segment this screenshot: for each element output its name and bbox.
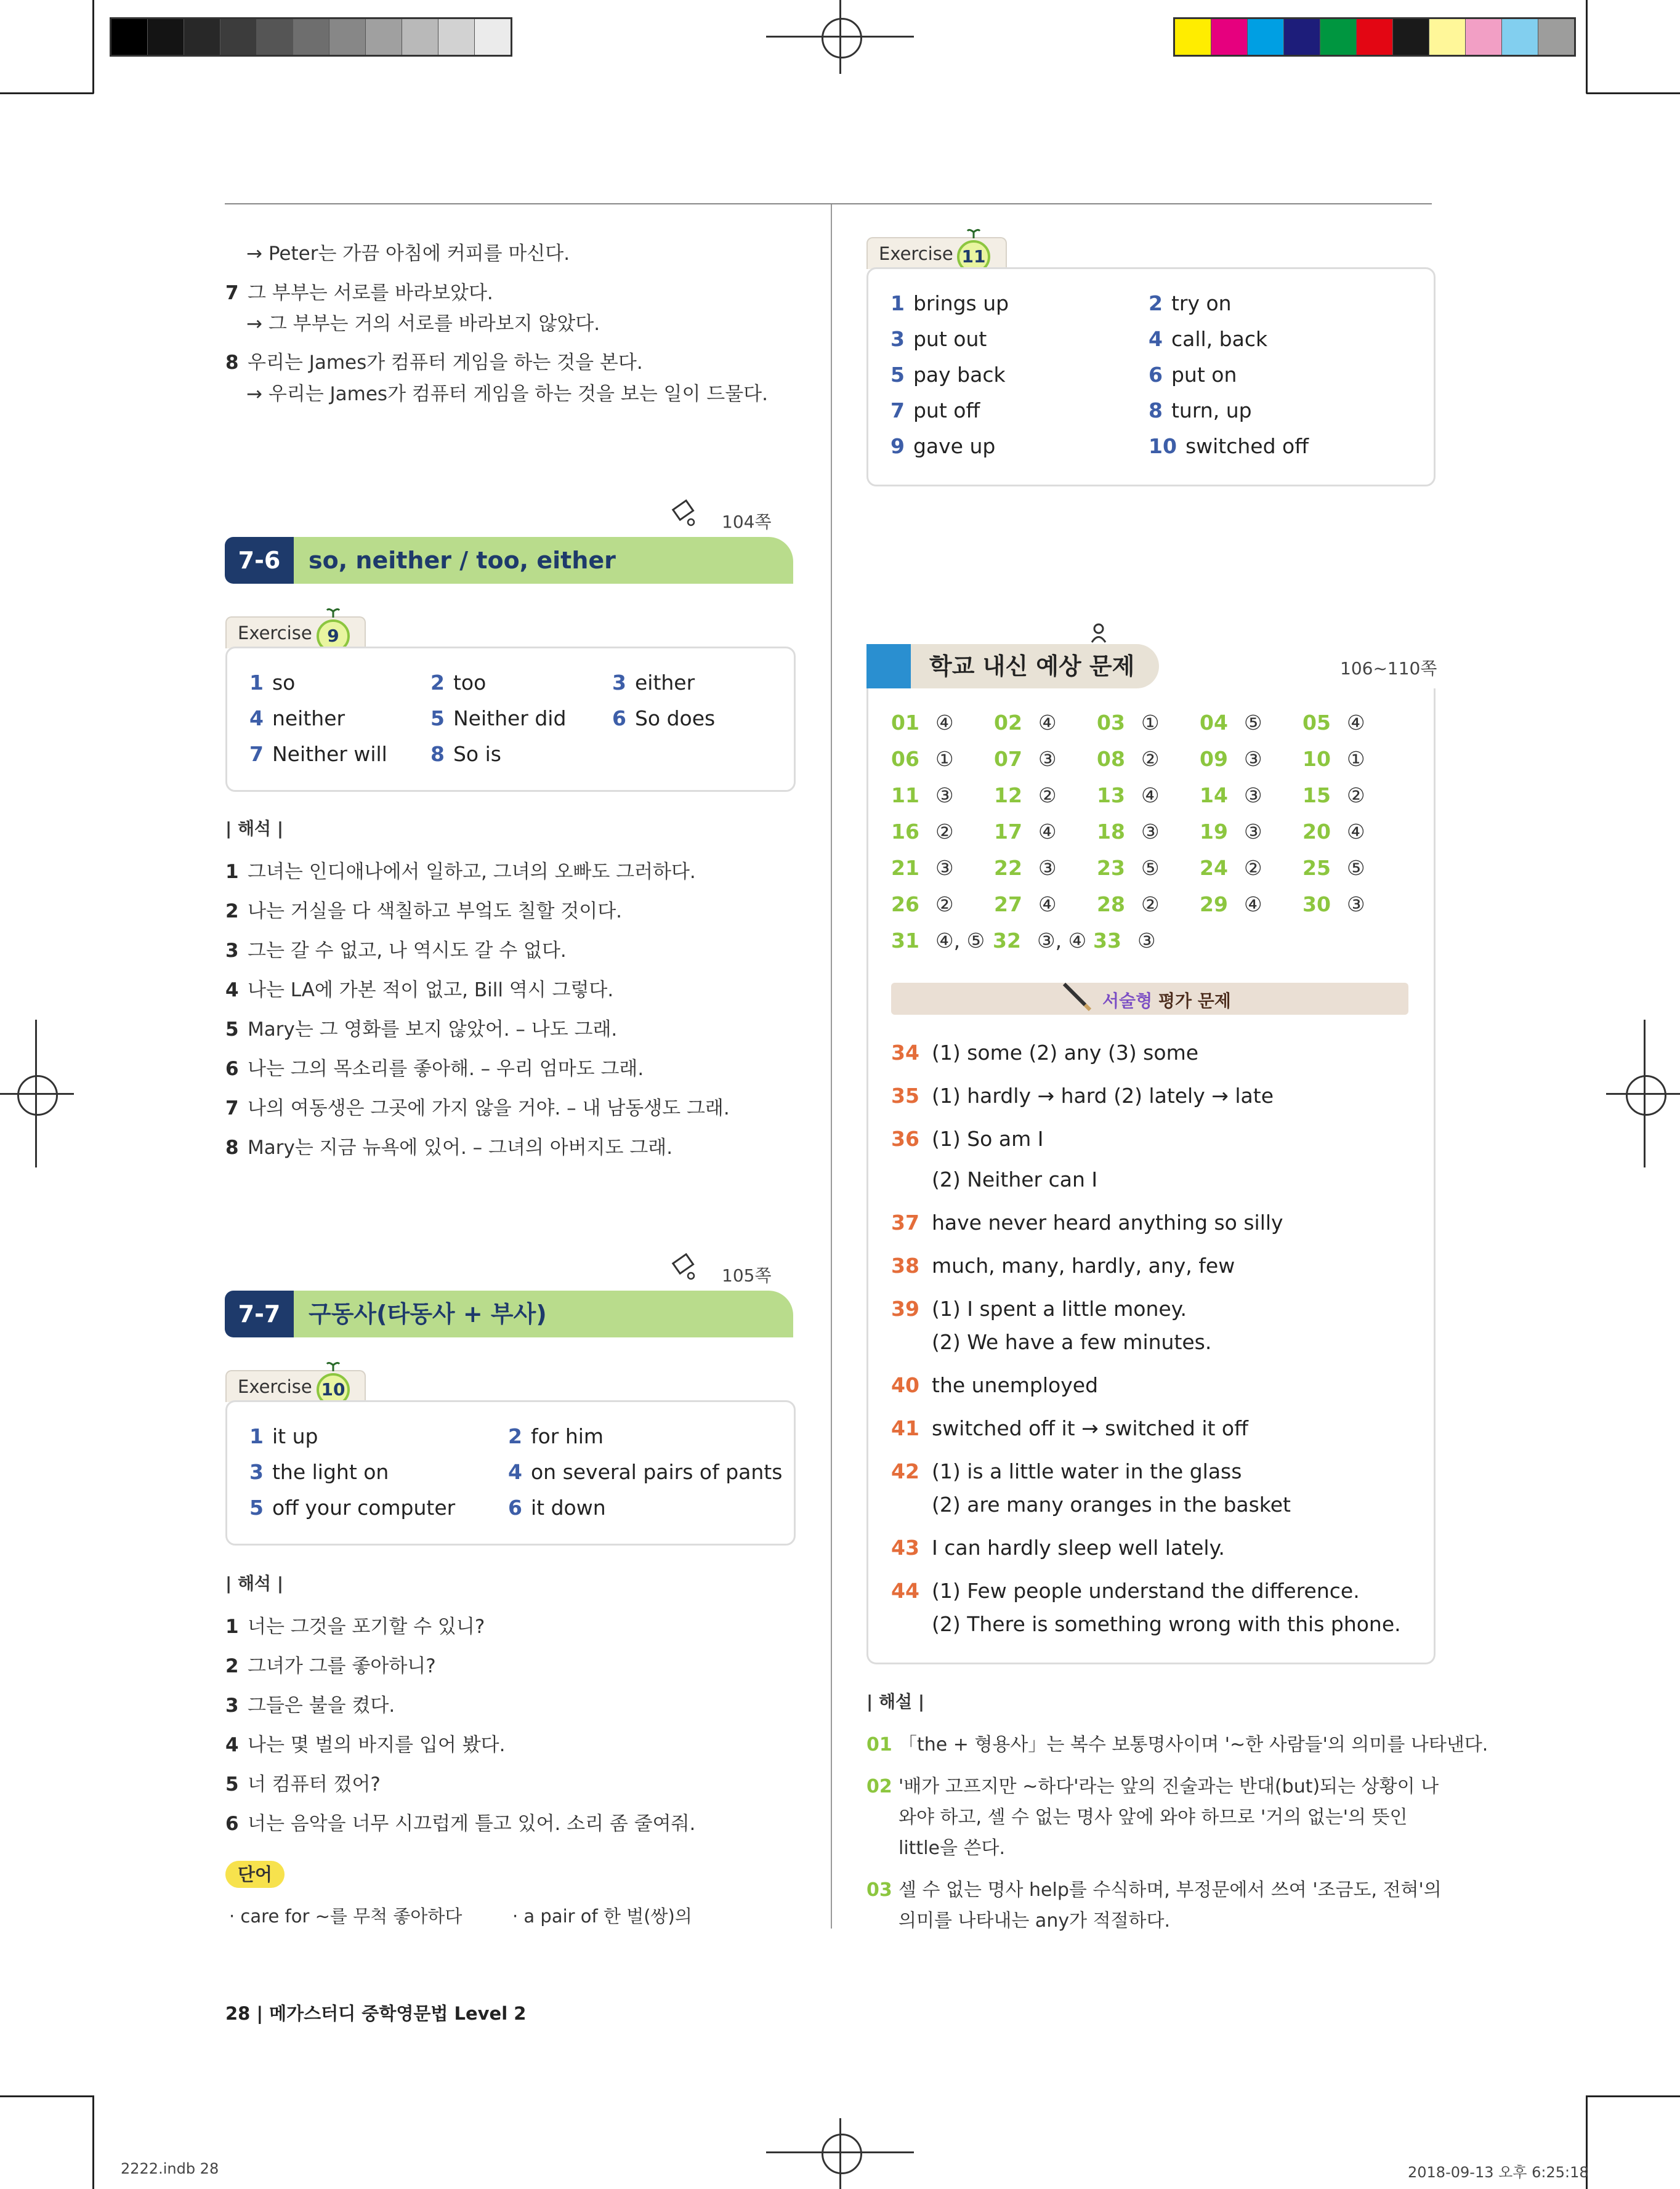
answer-item: 2 try on [1149, 291, 1232, 315]
mc-answer [993, 929, 1086, 953]
mc-answer [994, 783, 1057, 807]
exercise-tab: Exercise [866, 237, 1007, 269]
answer-item: 1 so [249, 671, 296, 695]
short-answer: 42 (1) is a little water in the glass [891, 1459, 1242, 1483]
explanation-line: 와야 하고, 셀 수 없는 명사 앞에 와야 하므로 '거의 없는'의 뜻인 [899, 1807, 1408, 1828]
mc-answer [891, 929, 985, 953]
section-number: 7-6 [225, 537, 294, 584]
mc-answer [1302, 747, 1365, 771]
exercise-answer-box [225, 1400, 796, 1546]
registration-mark [35, 1020, 37, 1167]
mc-answer-choice: ③ [1137, 929, 1156, 953]
sprout-icon [326, 1360, 340, 1371]
mc-question-number: 10 [1302, 747, 1331, 771]
section-title: 구동사(타동사 + 부사) [294, 1291, 793, 1337]
explanation-line: little을 쓴다. [899, 1837, 1005, 1859]
mc-answer-choice: ② [935, 820, 954, 844]
header-accent [866, 644, 911, 688]
explanation-line: 02 '배가 고프지만 ~하다'라는 앞의 진술과는 반대(but)되는 상황이 나 [866, 1776, 1439, 1797]
print-slug-timestamp: 2018-09-13 오후 6:25:18 [1408, 2164, 1589, 2181]
registration-mark [0, 1093, 74, 1095]
mc-question-number: 33 [1093, 929, 1121, 953]
short-answer: 43 I can hardly sleep well lately. [891, 1536, 1225, 1560]
vocabulary-badge: 단어 [225, 1861, 285, 1888]
descriptive-section-label: 서술형 평가 문제 [1102, 991, 1231, 1011]
mc-answer-choice: ④ [1038, 892, 1057, 916]
mc-answer [994, 747, 1057, 771]
mc-answer [1093, 929, 1156, 953]
translation-line: 1 너는 그것을 포기할 수 있니? [225, 1616, 485, 1638]
translation-line: 6 나는 그의 목소리를 좋아해. – 우리 엄마도 그래. [225, 1058, 644, 1080]
answer-item: 5 pay back [890, 363, 1006, 387]
mc-answer [891, 892, 954, 916]
short-answer: (2) We have a few minutes. [932, 1330, 1212, 1354]
translation-line: 3 그들은 불을 켰다. [225, 1695, 395, 1717]
mc-question-number: 29 [1200, 892, 1228, 916]
mc-answer-choice: ③ [1038, 747, 1057, 771]
page-reference: 104쪽 [722, 512, 772, 532]
mc-answer-choice: ④ [935, 711, 954, 735]
answer-item: 4 call, back [1149, 327, 1268, 351]
explanation-line: 01 「the + 형용사」는 복수 보통명사이며 '~한 사람들'의 의미를 나타낸다. [866, 1734, 1488, 1756]
exercise-tab: Exercise [225, 1370, 366, 1402]
mc-answer [1097, 892, 1160, 916]
section-number: 7-7 [225, 1291, 294, 1337]
mc-answer [1097, 783, 1160, 807]
mc-answer-choice: ② [1141, 892, 1160, 916]
answer-item: 3 either [612, 671, 695, 695]
exercise-answer-box [866, 267, 1436, 486]
mc-question-number: 26 [891, 892, 919, 916]
mc-answer-choice: ② [1141, 747, 1160, 771]
mc-question-number: 22 [994, 856, 1022, 880]
explanation-line: 의미를 나타내는 any가 적절하다. [899, 1910, 1171, 1932]
mc-answer [1200, 747, 1262, 771]
answer-item: 3 put out [890, 327, 987, 351]
mc-question-number: 24 [1200, 856, 1228, 880]
mc-question-number: 04 [1200, 711, 1228, 735]
mc-answer [1200, 711, 1262, 735]
exercise-answer-box [225, 647, 796, 792]
mc-question-number: 07 [994, 747, 1022, 771]
mc-question-number: 08 [1097, 747, 1125, 771]
translation-line: 7 그 부부는 서로를 바라보았다. [225, 282, 493, 304]
short-answer: 35 (1) hardly → hard (2) lately → late [891, 1084, 1274, 1108]
answer-item: 9 gave up [890, 434, 996, 458]
mc-answer [1302, 711, 1365, 735]
answer-item: 7 put off [890, 398, 980, 422]
mc-question-number: 21 [891, 856, 919, 880]
registration-mark [822, 2134, 862, 2174]
registration-mark [1626, 1075, 1666, 1116]
vocabulary-item: · care for ~를 무척 좋아하다 [229, 1906, 462, 1927]
exercise-tab: Exercise [225, 616, 366, 648]
mc-answer [891, 711, 954, 735]
crop-mark [1586, 0, 1588, 94]
mc-answer [1302, 892, 1365, 916]
column-divider [831, 204, 832, 1929]
answer-item: 2 for him [508, 1424, 604, 1448]
registration-mark [17, 1075, 58, 1116]
mc-question-number: 16 [891, 820, 919, 844]
page-footer: 28 | 메가스터디 중학영문법 Level 2 [225, 2003, 527, 2024]
sprout-icon [326, 607, 340, 618]
translation-heading: | 해석 | [225, 1573, 284, 1594]
mc-answer-choice: ② [1347, 783, 1365, 807]
crop-mark [92, 0, 94, 94]
mc-question-number: 27 [994, 892, 1022, 916]
registration-mark [1644, 1020, 1646, 1167]
mc-answer-choice: ④ [1038, 820, 1057, 844]
print-slug-file: 2222.indb 28 [121, 2160, 219, 2177]
short-answer: 36 (1) So am I [891, 1127, 1044, 1151]
mc-answer-choice: ③ [935, 856, 954, 880]
translation-line: 5 Mary는 그 영화를 보지 않았어. – 나도 그래. [225, 1018, 618, 1041]
mc-question-number: 13 [1097, 783, 1125, 807]
mc-question-number: 14 [1200, 783, 1228, 807]
top-rule [225, 203, 1432, 204]
mc-answer [1097, 747, 1160, 771]
answer-item: 5 off your computer [249, 1496, 456, 1520]
mc-answer [994, 892, 1057, 916]
answer-item: 2 too [430, 671, 487, 695]
mc-question-number: 28 [1097, 892, 1125, 916]
mc-answer [994, 711, 1057, 735]
answer-item: 8 turn, up [1149, 398, 1252, 422]
translation-heading: | 해석 | [225, 818, 284, 839]
translation-line: 7 나의 여동생은 그곳에 가지 않을 거야. – 내 남동생도 그래. [225, 1097, 730, 1119]
mc-answer-choice: ② [1244, 856, 1262, 880]
short-answer: 38 much, many, hardly, any, few [891, 1254, 1235, 1278]
mc-answer [891, 783, 954, 807]
mc-answer [1200, 892, 1262, 916]
translation-line: 6 너는 음악을 너무 시끄럽게 틀고 있어. 소리 좀 줄여줘. [225, 1813, 696, 1835]
mc-answer-choice: ① [935, 747, 954, 771]
continued-line: → Peter는 가끔 아침에 커피를 마신다. [246, 243, 570, 265]
short-answer: 34 (1) some (2) any (3) some [891, 1041, 1199, 1065]
answer-item: 3 the light on [249, 1460, 389, 1484]
mc-question-number: 12 [994, 783, 1022, 807]
registration-mark [822, 18, 862, 58]
answer-item: 6 put on [1149, 363, 1237, 387]
mc-answer [1097, 856, 1160, 880]
mc-question-number: 31 [891, 929, 919, 953]
short-answer: 41 switched off it → switched it off [891, 1416, 1248, 1440]
mc-answer [891, 820, 954, 844]
school-exam-title: 학교 내신 예상 문제 [911, 644, 1159, 688]
mc-answer-choice: ④, ⑤ [935, 929, 985, 953]
mc-question-number: 11 [891, 783, 919, 807]
mc-answer-choice: ① [1347, 747, 1365, 771]
registration-mark [839, 2118, 841, 2189]
mc-answer-choice: ① [1141, 711, 1160, 735]
registration-mark [839, 0, 841, 74]
mc-question-number: 02 [994, 711, 1022, 735]
mc-answer-choice: ④ [1347, 820, 1365, 844]
mc-answer-choice: ③ [1244, 783, 1262, 807]
answer-item: 10 switched off [1149, 434, 1309, 458]
grayscale-bar [110, 17, 512, 57]
mc-question-number: 32 [993, 929, 1021, 953]
answer-item: 6 So does [612, 706, 716, 730]
explanation-line: 03 셀 수 없는 명사 help를 수식하며, 부정문에서 쓰여 '조금도, 전혀'의 [866, 1879, 1442, 1901]
vocabulary-item: · a pair of 한 벌(쌍)의 [512, 1906, 692, 1927]
sprout-icon [967, 227, 980, 238]
mc-question-number: 09 [1200, 747, 1228, 771]
mc-answer [1200, 856, 1262, 880]
mc-answer-choice: ② [935, 892, 954, 916]
section-banner-7-6 [225, 537, 793, 584]
continued-line: → 우리는 James가 컴퓨터 게임을 하는 것을 보는 일이 드물다. [246, 383, 768, 405]
color-bar [1173, 17, 1576, 57]
mc-question-number: 25 [1302, 856, 1331, 880]
answer-item: 4 neither [249, 706, 345, 730]
crop-mark [0, 2095, 94, 2097]
mc-answer [1097, 711, 1160, 735]
short-answer: (2) are many oranges in the basket [932, 1493, 1291, 1517]
answer-item: 7 Neither will [249, 742, 387, 766]
short-answer: 39 (1) I spent a little money. [891, 1297, 1187, 1321]
pencil-icon [1060, 980, 1094, 1014]
page-reference: 106~110쪽 [1340, 658, 1437, 679]
mc-answer-choice: ③ [1038, 856, 1057, 880]
pencil-icon [671, 498, 701, 527]
translation-line: 8 Mary는 지금 뉴욕에 있어. – 그녀의 아버지도 그래. [225, 1137, 673, 1159]
mc-question-number: 19 [1200, 820, 1228, 844]
mc-answer-choice: ④ [1141, 783, 1160, 807]
mc-question-number: 15 [1302, 783, 1331, 807]
crop-mark [0, 92, 94, 94]
registration-mark [1606, 1093, 1680, 1095]
section-banner-7-7 [225, 1291, 793, 1337]
mc-answer [1302, 820, 1365, 844]
continued-line: → 그 부부는 거의 서로를 바라보지 않았다. [246, 313, 600, 335]
mc-answer-choice: ④ [1347, 711, 1365, 735]
explanation-heading: | 해설 | [866, 1691, 925, 1712]
mc-question-number: 20 [1302, 820, 1331, 844]
short-answer: 37 have never heard anything so silly [891, 1211, 1283, 1235]
translation-line: 4 나는 LA에 가본 적이 없고, Bill 역시 그렇다. [225, 979, 614, 1001]
mc-question-number: 01 [891, 711, 919, 735]
translation-line: 2 그녀가 그를 좋아하니? [225, 1655, 436, 1677]
section-title: so, neither / too, either [294, 537, 793, 584]
mc-answer [1097, 820, 1160, 844]
mc-answer-choice: ③ [1347, 892, 1365, 916]
exercise-number-badge: 9 [317, 619, 350, 653]
answer-item: 6 it down [508, 1496, 606, 1520]
mc-question-number: 18 [1097, 820, 1125, 844]
mc-answer-choice: ③ [1244, 747, 1262, 771]
mc-answer [1200, 820, 1262, 844]
short-answer: 40 the unemployed [891, 1373, 1099, 1397]
pencil-icon [671, 1251, 701, 1281]
translation-line: 8 우리는 James가 컴퓨터 게임을 하는 것을 본다. [225, 352, 643, 374]
mc-question-number: 05 [1302, 711, 1331, 735]
mc-answer-choice: ③, ④ [1037, 929, 1087, 953]
mc-answer-choice: ④ [1244, 892, 1262, 916]
mc-answer-choice: ⑤ [1347, 856, 1365, 880]
mc-answer-choice: ② [1038, 783, 1057, 807]
exercise-number-badge: 10 [317, 1373, 350, 1406]
mc-question-number: 23 [1097, 856, 1125, 880]
mc-answer [1200, 783, 1262, 807]
translation-line: 5 너 컴퓨터 껐어? [225, 1773, 381, 1796]
mc-answer [891, 856, 954, 880]
crop-mark [1586, 2095, 1680, 2097]
mc-answer [891, 747, 954, 771]
mc-answer-choice: ③ [1141, 820, 1160, 844]
answer-item: 8 So is [430, 742, 501, 766]
answer-item: 4 on several pairs of pants [508, 1460, 783, 1484]
translation-line: 2 나는 거실을 다 색칠하고 부엌도 칠할 것이다. [225, 900, 623, 922]
exercise-number-badge: 11 [957, 240, 990, 273]
mc-question-number: 30 [1302, 892, 1331, 916]
mc-answer [994, 820, 1057, 844]
mc-answer-choice: ③ [935, 783, 954, 807]
mc-answer-choice: ⑤ [1244, 711, 1262, 735]
mc-question-number: 06 [891, 747, 919, 771]
page-reference: 105쪽 [722, 1265, 772, 1286]
short-answer: 44 (1) Few people understand the difference. [891, 1579, 1360, 1603]
answer-item: 5 Neither did [430, 706, 567, 730]
mc-question-number: 17 [994, 820, 1022, 844]
short-answer: (2) There is something wrong with this phone. [932, 1612, 1401, 1636]
translation-line: 4 나는 몇 벌의 바지를 입어 봤다. [225, 1734, 506, 1756]
person-icon [1090, 623, 1107, 643]
short-answer: (2) Neither can I [932, 1167, 1098, 1191]
answer-item: 1 it up [249, 1424, 318, 1448]
crop-mark [92, 2095, 94, 2189]
mc-question-number: 03 [1097, 711, 1125, 735]
mc-answer [994, 856, 1057, 880]
mc-answer-choice: ⑤ [1141, 856, 1160, 880]
mc-answer [1302, 783, 1365, 807]
translation-line: 1 그녀는 인디애나에서 일하고, 그녀의 오빠도 그러하다. [225, 861, 696, 883]
crop-mark [1586, 92, 1680, 94]
translation-line: 3 그는 갈 수 없고, 나 역시도 갈 수 없다. [225, 940, 567, 962]
mc-answer [1302, 856, 1365, 880]
mc-answer-choice: ④ [1038, 711, 1057, 735]
mc-answer-choice: ③ [1244, 820, 1262, 844]
answer-item: 1 brings up [890, 291, 1009, 315]
